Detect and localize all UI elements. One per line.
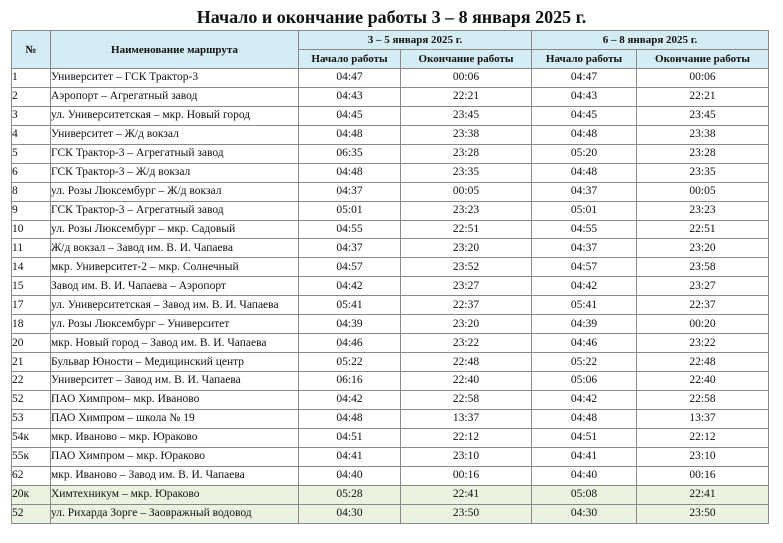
route-name: мкр. Иваново – мкр. Юраково (51, 428, 299, 447)
end-time-period-1: 22:21 (401, 87, 532, 106)
table-row (12, 277, 769, 296)
end-time-period-2: 23:35 (637, 163, 769, 182)
start-time-period-1: 04:42 (299, 390, 401, 409)
start-time-period-2: 04:39 (532, 315, 637, 334)
route-name: мкр. Университет-2 – мкр. Солнечный (51, 258, 299, 277)
table-row (12, 201, 769, 220)
start-time-period-2: 05:22 (532, 353, 637, 372)
table-row (12, 315, 769, 334)
end-time-period-2: 23:58 (637, 258, 769, 277)
start-time-period-1: 04:48 (299, 125, 401, 144)
start-time-period-1: 04:48 (299, 409, 401, 428)
table-row (12, 87, 769, 106)
start-time-period-1: 04:51 (299, 428, 401, 447)
start-time-period-2: 04:48 (532, 125, 637, 144)
route-name: Бульвар Юности – Медицинский центр (51, 353, 299, 372)
start-time-period-2: 05:06 (532, 372, 637, 391)
start-time-period-1: 06:16 (299, 372, 401, 391)
header-start-1: Начало работы (299, 50, 401, 69)
route-number: 21 (12, 353, 51, 372)
start-time-period-2: 05:01 (532, 201, 637, 220)
table-row (12, 258, 769, 277)
start-time-period-1: 06:35 (299, 144, 401, 163)
table-row (12, 334, 769, 353)
end-time-period-2: 23:23 (637, 201, 769, 220)
start-time-period-1: 05:01 (299, 201, 401, 220)
schedule-rows (12, 69, 769, 524)
end-time-period-2: 00:05 (637, 182, 769, 201)
end-time-period-2: 23:20 (637, 239, 769, 258)
table-row (12, 144, 769, 163)
route-number: 55к (12, 447, 51, 466)
start-time-period-2: 05:20 (532, 144, 637, 163)
route-number: 22 (12, 372, 51, 391)
end-time-period-2: 22:21 (637, 87, 769, 106)
end-time-period-2: 22:48 (637, 353, 769, 372)
route-name: ул. Университетская – Завод им. В. И. Чапаева (51, 296, 299, 315)
end-time-period-2: 00:06 (637, 69, 769, 88)
route-name: ул. Рихарда Зорге – Заовражный водовод (51, 504, 299, 523)
end-time-period-1: 22:58 (401, 390, 532, 409)
route-name: ул. Розы Люксембург – Университет (51, 315, 299, 334)
start-time-period-1: 04:42 (299, 277, 401, 296)
end-time-period-1: 23:10 (401, 447, 532, 466)
route-number: 15 (12, 277, 51, 296)
table-row (12, 296, 769, 315)
header-route-name: Наименование маршрута (51, 31, 299, 69)
end-time-period-1: 22:40 (401, 372, 532, 391)
page-title: Начало и окончание работы 3 – 8 января 2025 г. (196, 7, 587, 27)
end-time-period-1: 23:38 (401, 125, 532, 144)
route-number: 18 (12, 315, 51, 334)
start-time-period-1: 04:41 (299, 447, 401, 466)
route-number: 20к (12, 485, 51, 504)
route-name: ул. Розы Люксембург – мкр. Садовый (51, 220, 299, 239)
end-time-period-1: 22:12 (401, 428, 532, 447)
route-name: Химтехникум – мкр. Юраково (51, 485, 299, 504)
end-time-period-1: 22:37 (401, 296, 532, 315)
route-number: 6 (12, 163, 51, 182)
route-name: ГСК Трактор-3 – Ж/д вокзал (51, 163, 299, 182)
table-row (12, 409, 769, 428)
route-name: ГСК Трактор-3 – Агрегатный завод (51, 201, 299, 220)
header-end-1: Окончание работы (401, 50, 532, 69)
table-row (12, 447, 769, 466)
end-time-period-1: 23:20 (401, 239, 532, 258)
end-time-period-2: 22:41 (637, 485, 769, 504)
end-time-period-2: 23:27 (637, 277, 769, 296)
start-time-period-2: 04:51 (532, 428, 637, 447)
table-row (12, 372, 769, 391)
end-time-period-2: 00:16 (637, 466, 769, 485)
route-name: ПАО Химпром – мкр. Юраково (51, 447, 299, 466)
start-time-period-2: 04:45 (532, 106, 637, 125)
route-name: ПАО Химпром – школа № 19 (51, 409, 299, 428)
header-period-1: 3 – 5 января 2025 г. (299, 31, 532, 50)
end-time-period-1: 23:45 (401, 106, 532, 125)
end-time-period-1: 23:20 (401, 315, 532, 334)
start-time-period-1: 04:48 (299, 163, 401, 182)
start-time-period-2: 04:30 (532, 504, 637, 523)
route-name: ул. Розы Люксембург – Ж/д вокзал (51, 182, 299, 201)
end-time-period-1: 23:35 (401, 163, 532, 182)
start-time-period-2: 04:43 (532, 87, 637, 106)
end-time-period-1: 23:22 (401, 334, 532, 353)
start-time-period-1: 04:55 (299, 220, 401, 239)
end-time-period-2: 22:58 (637, 390, 769, 409)
route-number: 2 (12, 87, 51, 106)
start-time-period-1: 04:47 (299, 69, 401, 88)
route-number: 4 (12, 125, 51, 144)
start-time-period-1: 04:37 (299, 182, 401, 201)
table-row (12, 428, 769, 447)
start-time-period-1: 04:57 (299, 258, 401, 277)
route-name: Университет – Ж/д вокзал (51, 125, 299, 144)
route-number: 17 (12, 296, 51, 315)
header-start-2: Начало работы (532, 50, 637, 69)
route-number: 14 (12, 258, 51, 277)
table-row (12, 239, 769, 258)
start-time-period-2: 04:57 (532, 258, 637, 277)
end-time-period-2: 13:37 (637, 409, 769, 428)
route-name: ПАО Химпром– мкр. Иваново (51, 390, 299, 409)
route-name: Университет – Завод им. В. И. Чапаева (51, 372, 299, 391)
route-name: мкр. Иваново – Завод им. В. И. Чапаева (51, 466, 299, 485)
route-number: 5 (12, 144, 51, 163)
table-row (12, 353, 769, 372)
end-time-period-2: 23:28 (637, 144, 769, 163)
end-time-period-2: 22:40 (637, 372, 769, 391)
end-time-period-2: 23:22 (637, 334, 769, 353)
end-time-period-2: 23:50 (637, 504, 769, 523)
route-name: Университет – ГСК Трактор-3 (51, 69, 299, 88)
start-time-period-1: 04:40 (299, 466, 401, 485)
end-time-period-1: 22:41 (401, 485, 532, 504)
route-number: 52 (12, 504, 51, 523)
route-number: 20 (12, 334, 51, 353)
table-row (12, 504, 769, 523)
start-time-period-2: 04:48 (532, 163, 637, 182)
end-time-period-2: 23:45 (637, 106, 769, 125)
route-number: 8 (12, 182, 51, 201)
start-time-period-2: 04:55 (532, 220, 637, 239)
start-time-period-2: 04:37 (532, 182, 637, 201)
route-number: 3 (12, 106, 51, 125)
table-row (12, 69, 769, 88)
header-number: № (12, 31, 51, 69)
route-number: 1 (12, 69, 51, 88)
table-row (12, 182, 769, 201)
end-time-period-2: 23:10 (637, 447, 769, 466)
route-name: ул. Университетская – мкр. Новый город (51, 106, 299, 125)
table-row (12, 485, 769, 504)
start-time-period-2: 04:41 (532, 447, 637, 466)
end-time-period-1: 23:23 (401, 201, 532, 220)
end-time-period-2: 23:38 (637, 125, 769, 144)
route-name: Аэропорт – Агрегатный завод (51, 87, 299, 106)
end-time-period-2: 22:12 (637, 428, 769, 447)
route-name: Завод им. В. И. Чапаева – Аэропорт (51, 277, 299, 296)
start-time-period-2: 05:41 (532, 296, 637, 315)
schedule-table (11, 30, 769, 524)
start-time-period-2: 04:40 (532, 466, 637, 485)
start-time-period-1: 04:39 (299, 315, 401, 334)
table-row (12, 125, 769, 144)
end-time-period-2: 00:20 (637, 315, 769, 334)
table-row (12, 466, 769, 485)
route-name: ГСК Трактор-3 – Агрегатный завод (51, 144, 299, 163)
end-time-period-1: 22:51 (401, 220, 532, 239)
start-time-period-1: 04:45 (299, 106, 401, 125)
end-time-period-1: 00:16 (401, 466, 532, 485)
route-number: 11 (12, 239, 51, 258)
route-number: 52 (12, 390, 51, 409)
start-time-period-1: 05:22 (299, 353, 401, 372)
start-time-period-1: 04:37 (299, 239, 401, 258)
route-number: 9 (12, 201, 51, 220)
table-row (12, 390, 769, 409)
start-time-period-2: 04:47 (532, 69, 637, 88)
start-time-period-1: 05:41 (299, 296, 401, 315)
end-time-period-2: 22:37 (637, 296, 769, 315)
header-period-2: 6 – 8 января 2025 г. (532, 31, 769, 50)
route-number: 10 (12, 220, 51, 239)
start-time-period-2: 04:48 (532, 409, 637, 428)
start-time-period-2: 05:08 (532, 485, 637, 504)
start-time-period-2: 04:42 (532, 277, 637, 296)
table-row (12, 106, 769, 125)
end-time-period-1: 23:27 (401, 277, 532, 296)
route-name: мкр. Новый город – Завод им. В. И. Чапаева (51, 334, 299, 353)
start-time-period-1: 04:46 (299, 334, 401, 353)
start-time-period-2: 04:42 (532, 390, 637, 409)
end-time-period-2: 22:51 (637, 220, 769, 239)
route-name: Ж/д вокзал – Завод им. В. И. Чапаева (51, 239, 299, 258)
end-time-period-1: 00:05 (401, 182, 532, 201)
table-row (12, 220, 769, 239)
end-time-period-1: 23:50 (401, 504, 532, 523)
start-time-period-1: 04:43 (299, 87, 401, 106)
end-time-period-1: 00:06 (401, 69, 532, 88)
start-time-period-2: 04:37 (532, 239, 637, 258)
route-number: 53 (12, 409, 51, 428)
table-row (12, 163, 769, 182)
route-number: 62 (12, 466, 51, 485)
start-time-period-2: 04:46 (532, 334, 637, 353)
start-time-period-1: 04:30 (299, 504, 401, 523)
end-time-period-1: 23:52 (401, 258, 532, 277)
route-number: 54к (12, 428, 51, 447)
header-end-2: Окончание работы (637, 50, 769, 69)
end-time-period-1: 23:28 (401, 144, 532, 163)
end-time-period-1: 22:48 (401, 353, 532, 372)
end-time-period-1: 13:37 (401, 409, 532, 428)
start-time-period-1: 05:28 (299, 485, 401, 504)
